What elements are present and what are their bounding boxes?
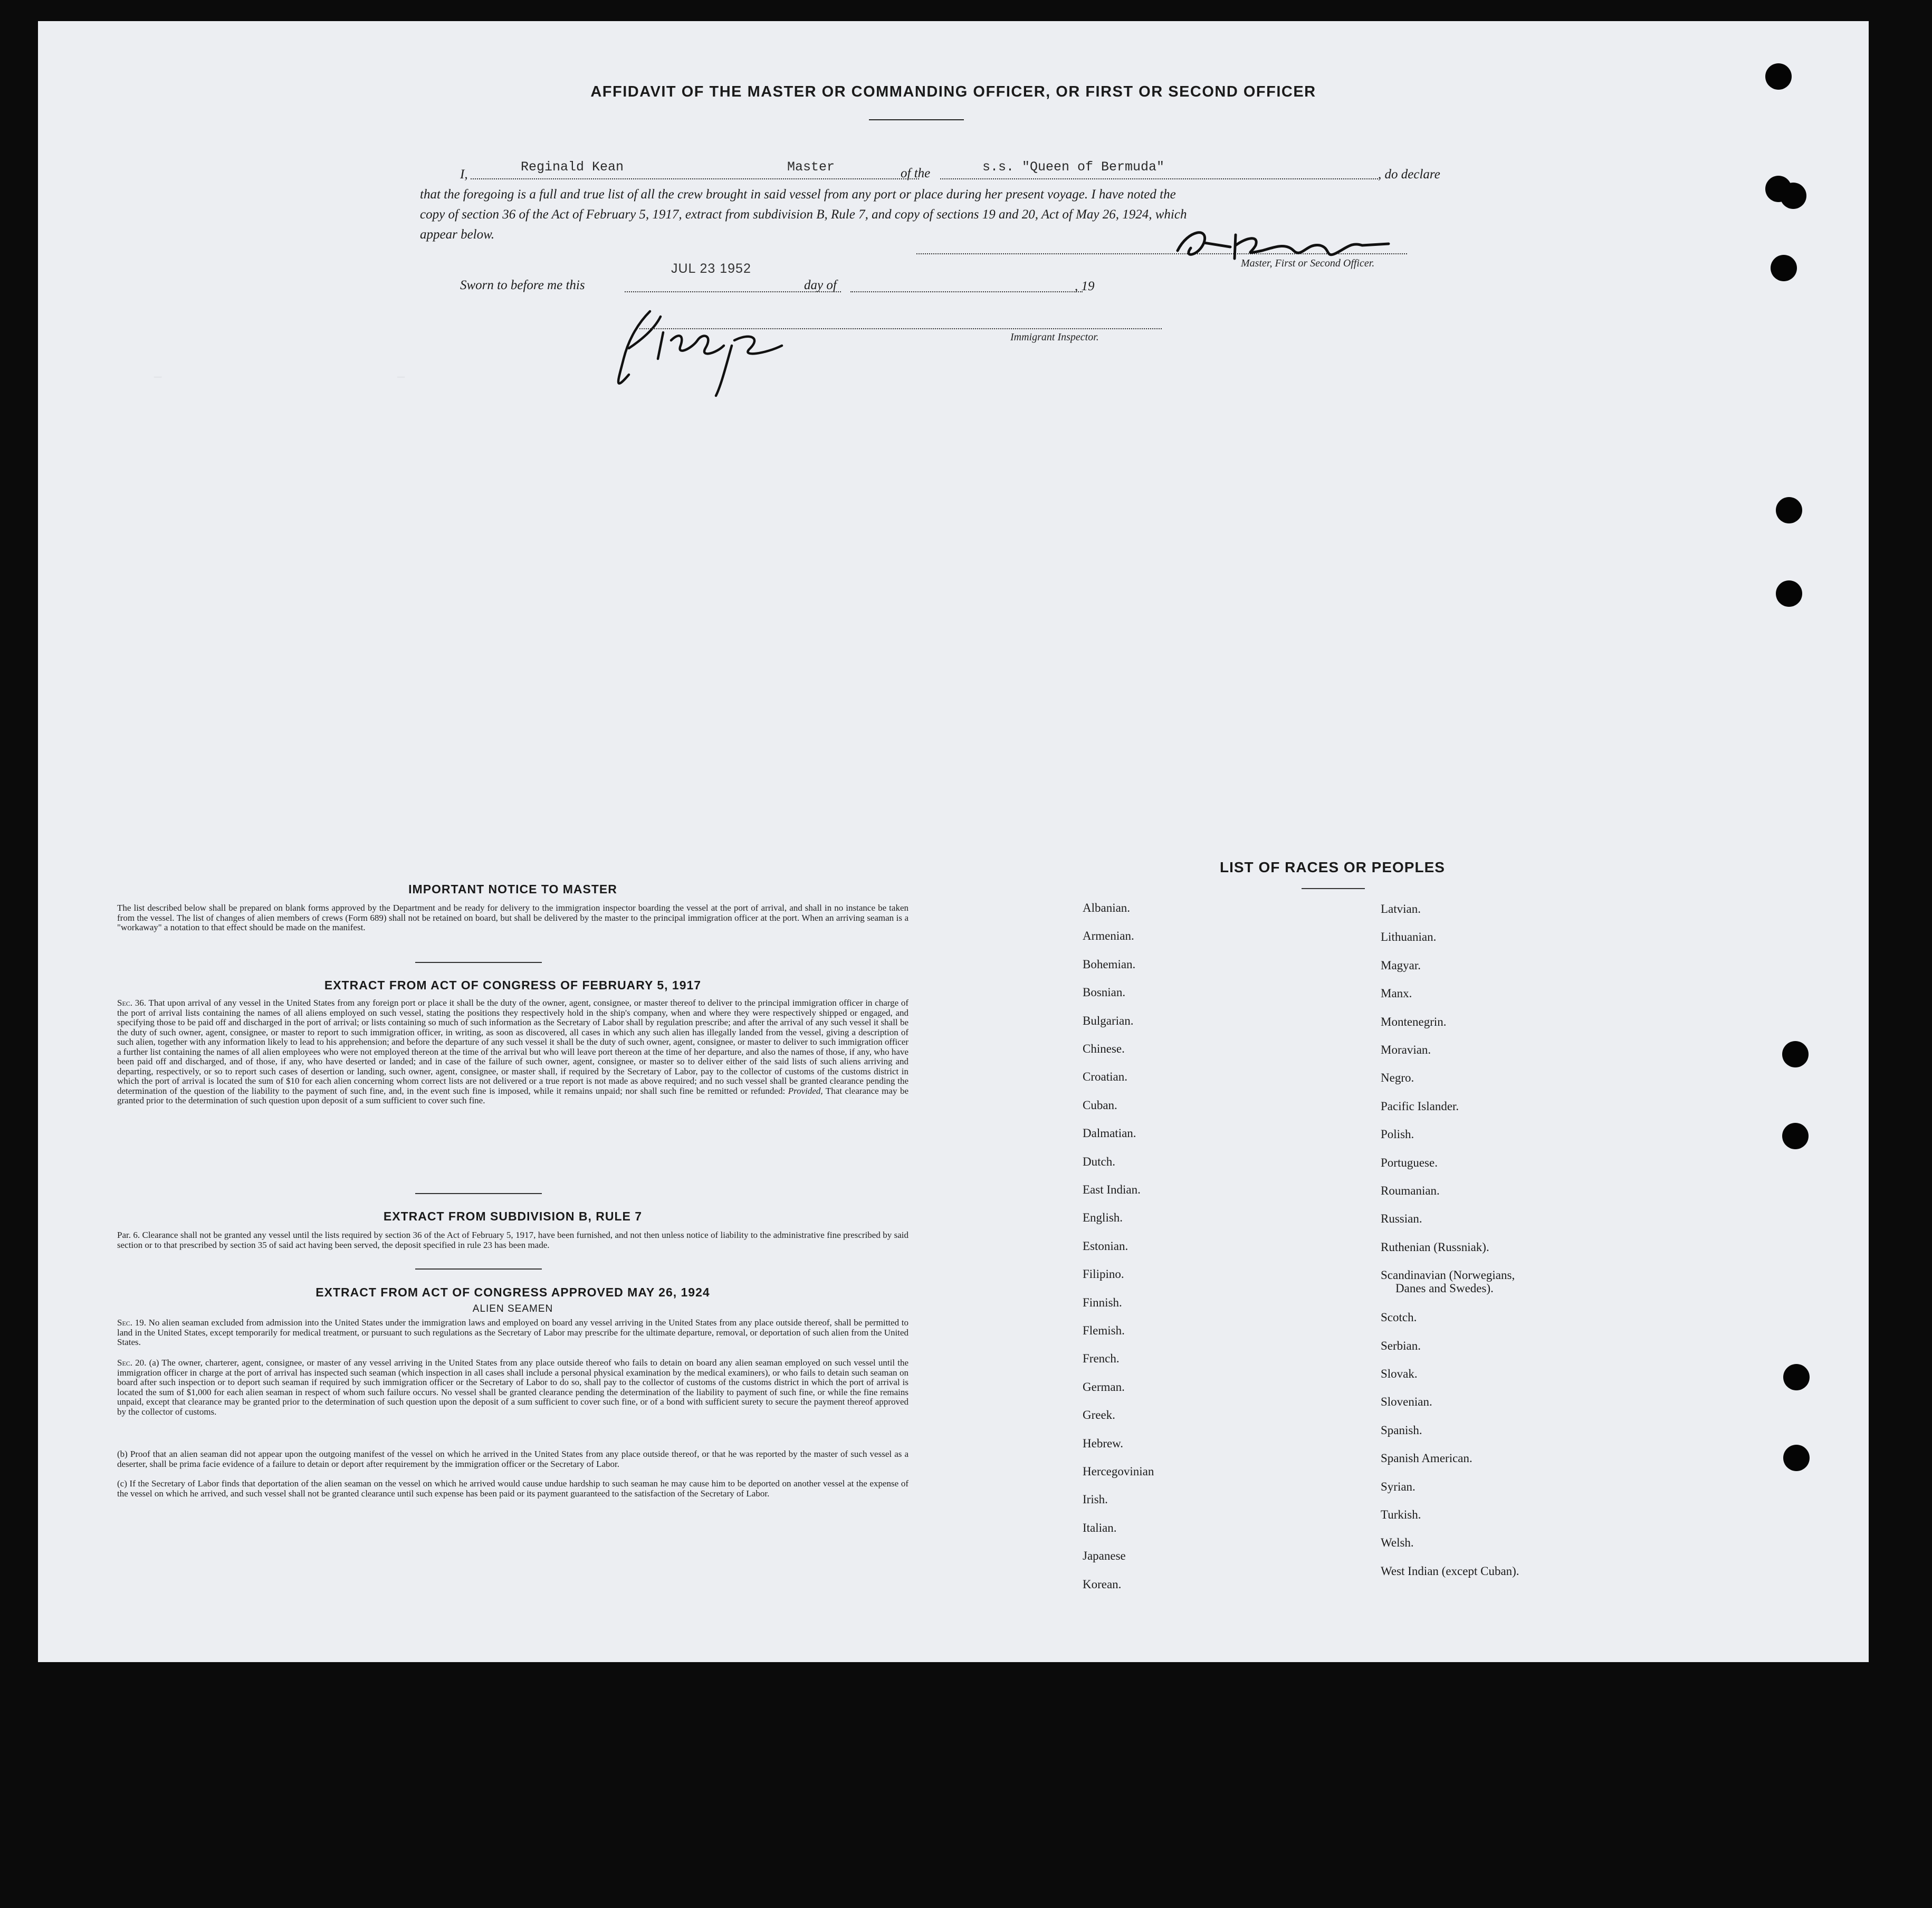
of-the-label: of the	[901, 166, 931, 180]
do-declare: , do declare	[1378, 167, 1440, 182]
race-item: Spanish American.	[1381, 1452, 1472, 1465]
race-item: Slovenian.	[1381, 1395, 1432, 1409]
race-item: Syrian.	[1381, 1480, 1415, 1493]
races-title: LIST OF RACES OR PEOPLES	[1220, 859, 1445, 875]
extract-1917-text	[117, 998, 908, 1106]
race-item: Welsh.	[1381, 1536, 1414, 1550]
race-item: Flemish.	[1083, 1324, 1125, 1337]
proviso-text: That clearance may be granted prior to the determination of such question upon deposit of a sum sufficient to cover such fine.	[117, 1085, 908, 1105]
race-item: Spanish.	[1381, 1423, 1422, 1437]
officer-rank: Master	[787, 159, 835, 175]
extract-1917-title: EXTRACT FROM ACT OF CONGRESS OF FEBRUARY 5, 1917	[324, 978, 702, 992]
sec20-body: (a) The owner, charterer, agent, consignee, or master of any vessel arriving in the United States from any place outside thereof who fails to detain on board any alien seaman employed on such vessel until the immigration officer in charge at the port of arrival has inspected such seaman (which inspection in all cases shall include a personal physical examination by the medical examiners), or who fails to detain such seaman on board after such inspection or to deport such seaman if required by such immigration officer or the Secretary of Labor to do so, shall pay to the collector of customs of the customs district in which the port of arrival is located the sum of $1,000 for each alien seaman in respect of whom such failure occurs. No vessel shall be granted clearance pending the determination of the liability to payment of such fine, or while the fine remains unpaid, except that clearance may be granted prior to the determination of such question upon the deposit of a sum sufficient to cover such fine, or of a bond with sufficient surety to secure the payment thereof approved by the collector of customs.	[117, 1358, 908, 1417]
proviso-label: Provided,	[788, 1085, 823, 1096]
day-of-label: day of	[804, 278, 837, 292]
race-item: East Indian.	[1083, 1183, 1141, 1196]
race-item: West Indian (except Cuban).	[1381, 1564, 1519, 1578]
i-label: I,	[460, 167, 468, 182]
officer-name: Reginald Kean	[521, 159, 624, 175]
extract-1924-title: EXTRACT FROM ACT OF CONGRESS APPROVED MAY 26, 1924	[315, 1285, 710, 1299]
sworn-date-stamp: JUL 23 1952	[671, 261, 751, 276]
race-item: Filipino.	[1083, 1267, 1124, 1281]
race-item: Magyar.	[1381, 958, 1421, 972]
race-item: Pacific Islander.	[1381, 1099, 1459, 1113]
name-rule	[471, 178, 919, 179]
race-item: Italian.	[1083, 1521, 1117, 1534]
sec20-label: Sec. 20.	[117, 1358, 147, 1368]
punch-hole	[1780, 183, 1806, 209]
bleed-through-texture: — —	[154, 370, 405, 385]
sec36-label: Sec. 36.	[117, 998, 147, 1008]
punch-hole	[1782, 1123, 1809, 1149]
race-item: Manx.	[1381, 987, 1412, 1000]
inspector-signature	[592, 295, 814, 401]
race-item: French.	[1083, 1352, 1120, 1366]
punch-hole	[1776, 580, 1802, 607]
race-item: Armenian.	[1083, 929, 1134, 943]
vessel-name: s.s. "Queen of Bermuda"	[982, 159, 1165, 175]
divider-1	[415, 962, 542, 963]
race-item: Moravian.	[1381, 1043, 1431, 1056]
notice-title: IMPORTANT NOTICE TO MASTER	[408, 882, 617, 896]
race-item: Finnish.	[1083, 1295, 1122, 1309]
punch-hole	[1765, 63, 1792, 90]
punch-hole	[1771, 255, 1797, 281]
punch-hole	[1783, 1445, 1810, 1471]
declaration-line-4: appear below.	[420, 227, 495, 242]
sec20-text	[117, 1358, 908, 1417]
sec20c-text: (c) If the Secretary of Labor finds that deportation of the alien seaman on the vessel on which he arrived would cause undue hardship to such seaman he may cause him to be deported on another vessel at the expense of the vessel on which he arrived, and such vessel shall not be granted clearance until such expense has been paid or its payment guaranteed to the satisfaction of the Secretary of Labor.	[117, 1478, 908, 1499]
punch-hole	[1776, 497, 1802, 523]
race-item: Japanese	[1083, 1549, 1126, 1563]
race-item: Bosnian.	[1083, 986, 1126, 999]
rule7-title: EXTRACT FROM SUBDIVISION B, RULE 7	[383, 1209, 643, 1223]
notice-text: The list described below shall be prepared on blank forms approved by the Department and be ready for delivery to the immigration inspector boarding the vessel at the port of arrival, and shall in no instance be taken from the vessel. The list of changes of alien members of crews (Form 689) shall not be retained on board, but shall be delivered by the master to the principal immigration officer at the port. When an arriving seaman is a "workaway" a notation to that effect should be made on the manifest.	[117, 903, 908, 932]
race-item: Polish.	[1381, 1128, 1414, 1141]
race-item: Estonian.	[1083, 1239, 1128, 1253]
title-underline	[869, 119, 964, 120]
race-item: German.	[1083, 1380, 1125, 1394]
punch-hole	[1783, 1364, 1810, 1390]
sec19-label: Sec. 19.	[117, 1318, 146, 1328]
race-item: Bulgarian.	[1083, 1014, 1134, 1027]
race-item: Ruthenian (Russniak).	[1381, 1240, 1489, 1254]
race-item: Turkish.	[1381, 1508, 1421, 1521]
race-item: Russian.	[1381, 1212, 1422, 1226]
race-item: Korean.	[1083, 1577, 1122, 1591]
race-item: Montenegrin.	[1381, 1015, 1447, 1028]
race-item: Danes and Swedes).	[1395, 1282, 1494, 1295]
races-title-underline	[1302, 888, 1365, 889]
race-item: Albanian.	[1083, 901, 1131, 914]
month-rule	[850, 291, 1083, 292]
punch-hole	[1782, 1041, 1809, 1067]
race-item: Dalmatian.	[1083, 1127, 1136, 1140]
race-item: Chinese.	[1083, 1042, 1125, 1055]
race-item: Bohemian.	[1083, 957, 1136, 971]
rule7-text: Par. 6. Clearance shall not be granted any vessel until the lists required by section 36 of the Act of February 5, 1917, have been furnished, and not then unless notice of liability to the administrative fine prescribed by said section or to that prescribed by section 35 of said act having been served, the deposit specified in rule 23 has been made.	[117, 1230, 908, 1250]
document-page	[38, 21, 1869, 1662]
divider-3	[415, 1268, 542, 1270]
race-item: Scandinavian (Norwegians,	[1381, 1268, 1515, 1282]
race-item: Irish.	[1083, 1493, 1108, 1506]
vessel-rule	[940, 178, 1378, 179]
affidavit-title: AFFIDAVIT OF THE MASTER OR COMMANDING OFFICER, OR FIRST OR SECOND OFFICER	[590, 83, 1316, 100]
race-item: Slovak.	[1381, 1367, 1418, 1380]
race-item: Serbian.	[1381, 1339, 1421, 1352]
race-item: Croatian.	[1083, 1070, 1127, 1084]
race-item: Greek.	[1083, 1408, 1115, 1422]
race-item: Dutch.	[1083, 1155, 1115, 1168]
race-item: Roumanian.	[1381, 1184, 1440, 1197]
race-item: Latvian.	[1381, 902, 1421, 915]
declaration-line-2: that the foregoing is a full and true list of all the crew brought in said vessel from any port or place during her present voyage. I have noted the	[420, 187, 1176, 202]
sec19-text	[117, 1318, 908, 1348]
sec20b-text: (b) Proof that an alien seaman did not appear upon the outgoing manifest of the vessel on which he arrived in the United States from any place outside thereof, or that he was reported by the master of such vessel as a deserter, shall be prima facie evidence of a failure to detain or deport after requirement by the immigration officer or the Secretary of Labor.	[117, 1449, 908, 1469]
sworn-label: Sworn to before me this	[460, 278, 585, 292]
sec36-text: That upon arrival of any vessel in the United States from any foreign port or place it shall be the duty of the owner, agent, consignee, or master thereof to deliver to the principal immigration officer in charge of the port of arrival lists containing the names of all aliens employed on such vessel, stating the positions they respectively hold in the ship's company, when and where they were respectively shipped or engaged, and specifying those to be paid off and discharged in the port of arrival; or lists containing so much of such information as the Secretary of Labor shall by regulation prescribe; and after the arrival of any such vessel it shall be the duty of such owner, agent, consignee, or master to report to such immigration officer, in writing, as soon as discovered, all cases in which any such alien has illegally landed from the vessel, giving a description of such alien, together with any information likely to lead to his apprehension; and before the departure of any such vessel it shall be the duty of such owner, agent, consignee, or master to deliver to such immigration officer a further list containing the names of all alien employees who were not employed thereon at the time of the arrival but who will leave port thereon at the time of her departure, and also the names of those, if any, who have been paid off and discharged, and of those, if any, who have deserted or landed; and in case of the failure of such owner, agent, consignee, or master so to deliver either of the said lists of such aliens arriving and departing, respectively, or so to report such cases of desertion or landing, such owner, agent, consignee, or master shall, if required by the Secretary of Labor, pay to the collector of customs of the customs district in which the port of arrival is located the sum of $10 for each alien concerning whom correct lists are not delivered or a true report is not made as above required; and no such vessel shall be granted clearance pending the determination of the question of the liability to the payment of such fine, and, in the event such fine is imposed, while it remains unpaid; nor shall such fine be remitted or refunded:	[117, 998, 909, 1096]
race-item: English.	[1083, 1211, 1123, 1225]
race-item: Hercegovinian	[1083, 1465, 1154, 1478]
divider-2	[415, 1193, 542, 1194]
race-item: Scotch.	[1381, 1311, 1417, 1324]
race-item: Lithuanian.	[1381, 930, 1437, 944]
race-item: Portuguese.	[1381, 1156, 1438, 1169]
inspector-rule	[639, 328, 1162, 329]
signature-caption: Master, First or Second Officer.	[1241, 257, 1375, 269]
sec19-body: No alien seaman excluded from admission into the United States under the immigration laws and employed on board any vessel arriving in the United States from any place outside thereof, shall be permitted to land in the United States, except temporarily for medical treatment, or pursuant to such regulations as the Secretary of Labor may prescribe for the ultimate departure, removal, or deportation of such alien from the United States.	[117, 1318, 908, 1347]
declaration-line-3: copy of section 36 of the Act of February 5, 1917, extract from subdivision B, Rule 7, and copy of sections 19 and 20, Act of May 26, 1924, which	[420, 207, 1187, 222]
race-item: Negro.	[1381, 1071, 1414, 1085]
alien-seamen-subtitle: ALIEN SEAMEN	[472, 1303, 553, 1314]
race-item: Hebrew.	[1083, 1436, 1124, 1450]
race-item: Cuban.	[1083, 1098, 1117, 1112]
year-prefix: , 19	[1075, 279, 1095, 293]
inspector-caption: Immigrant Inspector.	[1010, 331, 1099, 343]
